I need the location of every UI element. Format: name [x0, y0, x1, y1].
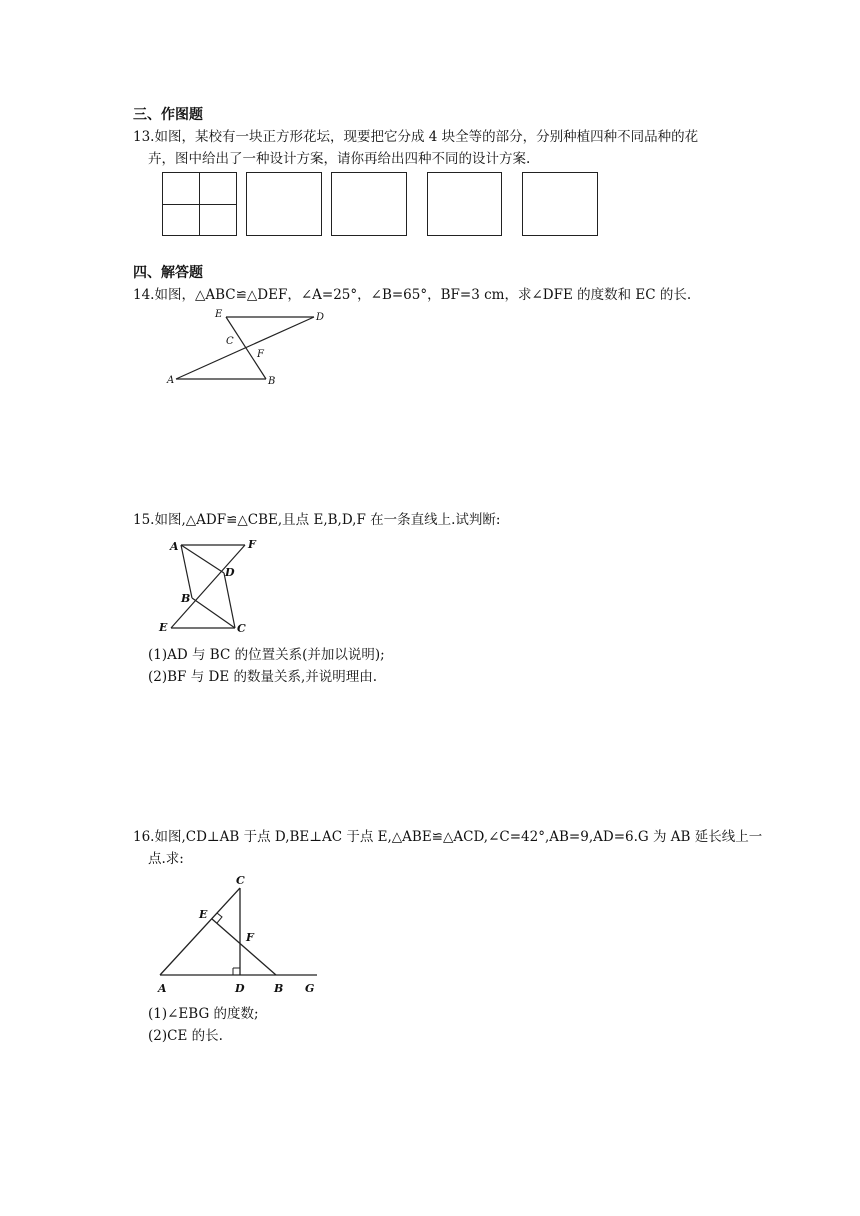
blank-design-square-4: [522, 172, 598, 236]
label-B: B: [274, 982, 284, 995]
label-D: D: [225, 566, 235, 579]
section-4-title: 四、解答题: [133, 265, 203, 281]
segment-AB: [181, 545, 192, 598]
segment-FE: [171, 545, 245, 628]
example-design-square: [162, 172, 237, 236]
blank-design-square-2: [331, 172, 407, 236]
q14-text: 14.如图，△ABC≌△DEF，∠A=25°，∠B=65°，BF=3 cm，求∠DFE 的度数和 EC 的长.: [133, 287, 692, 303]
label-E: E: [199, 908, 208, 921]
segment-AC: [160, 888, 240, 975]
q16-sub2: (2)CE 的长.: [148, 1028, 223, 1044]
label-E: E: [159, 621, 168, 634]
label-F: F: [257, 349, 264, 360]
blank-design-square-1: [246, 172, 322, 236]
label-G: G: [305, 982, 315, 995]
segment-AD: [181, 545, 224, 573]
label-C: C: [226, 336, 234, 347]
q15-figure: [155, 536, 265, 636]
blank-design-square-3: [427, 172, 502, 236]
segment-EB: [226, 317, 266, 379]
section-3-title: 三、作图题: [133, 107, 203, 123]
label-F: F: [246, 931, 254, 944]
q13-line1: 13.如图，某校有一块正方形花坛，现要把它分成 4 块全等的部分，分别种植四种不同品种的花: [133, 129, 699, 145]
segment-DC: [224, 573, 235, 628]
q16-line1: 16.如图,CD⊥AB 于点 D,BE⊥AC 于点 E,△ABE≌△ACD,∠C=42°,AB=9,AD=6.G 为 AB 延长线上一: [133, 829, 763, 845]
label-B: B: [181, 592, 191, 605]
segment-DA: [176, 317, 314, 379]
label-C: C: [237, 622, 246, 635]
label-A: A: [167, 375, 175, 386]
label-A: A: [170, 540, 179, 553]
label-D: D: [316, 312, 325, 323]
label-B: B: [268, 376, 276, 387]
q13-line2: 卉，图中给出了一种设计方案，请你再给出四种不同的设计方案.: [148, 151, 531, 167]
q14-figure: [160, 306, 340, 390]
right-angle-E: [217, 913, 222, 923]
label-F: F: [248, 538, 256, 551]
label-E: E: [215, 309, 223, 320]
q15-sub2: (2)BF 与 DE 的数量关系,并说明理由.: [148, 669, 378, 685]
q15-sub1: (1)AD 与 BC 的位置关系(并加以说明);: [148, 647, 385, 663]
label-C: C: [236, 874, 245, 887]
segment-EB: [212, 919, 276, 975]
horizontal-divider: [163, 204, 236, 205]
label-D: D: [235, 982, 245, 995]
segment-BC: [192, 598, 235, 628]
label-A: A: [158, 982, 167, 995]
q16-figure: [155, 872, 330, 997]
q15-text: 15.如图,△ADF≌△CBE,且点 E,B,D,F 在一条直线上.试判断:: [133, 512, 501, 528]
q16-line2: 点.求:: [148, 851, 184, 867]
q16-sub1: (1)∠EBG 的度数;: [148, 1006, 259, 1022]
